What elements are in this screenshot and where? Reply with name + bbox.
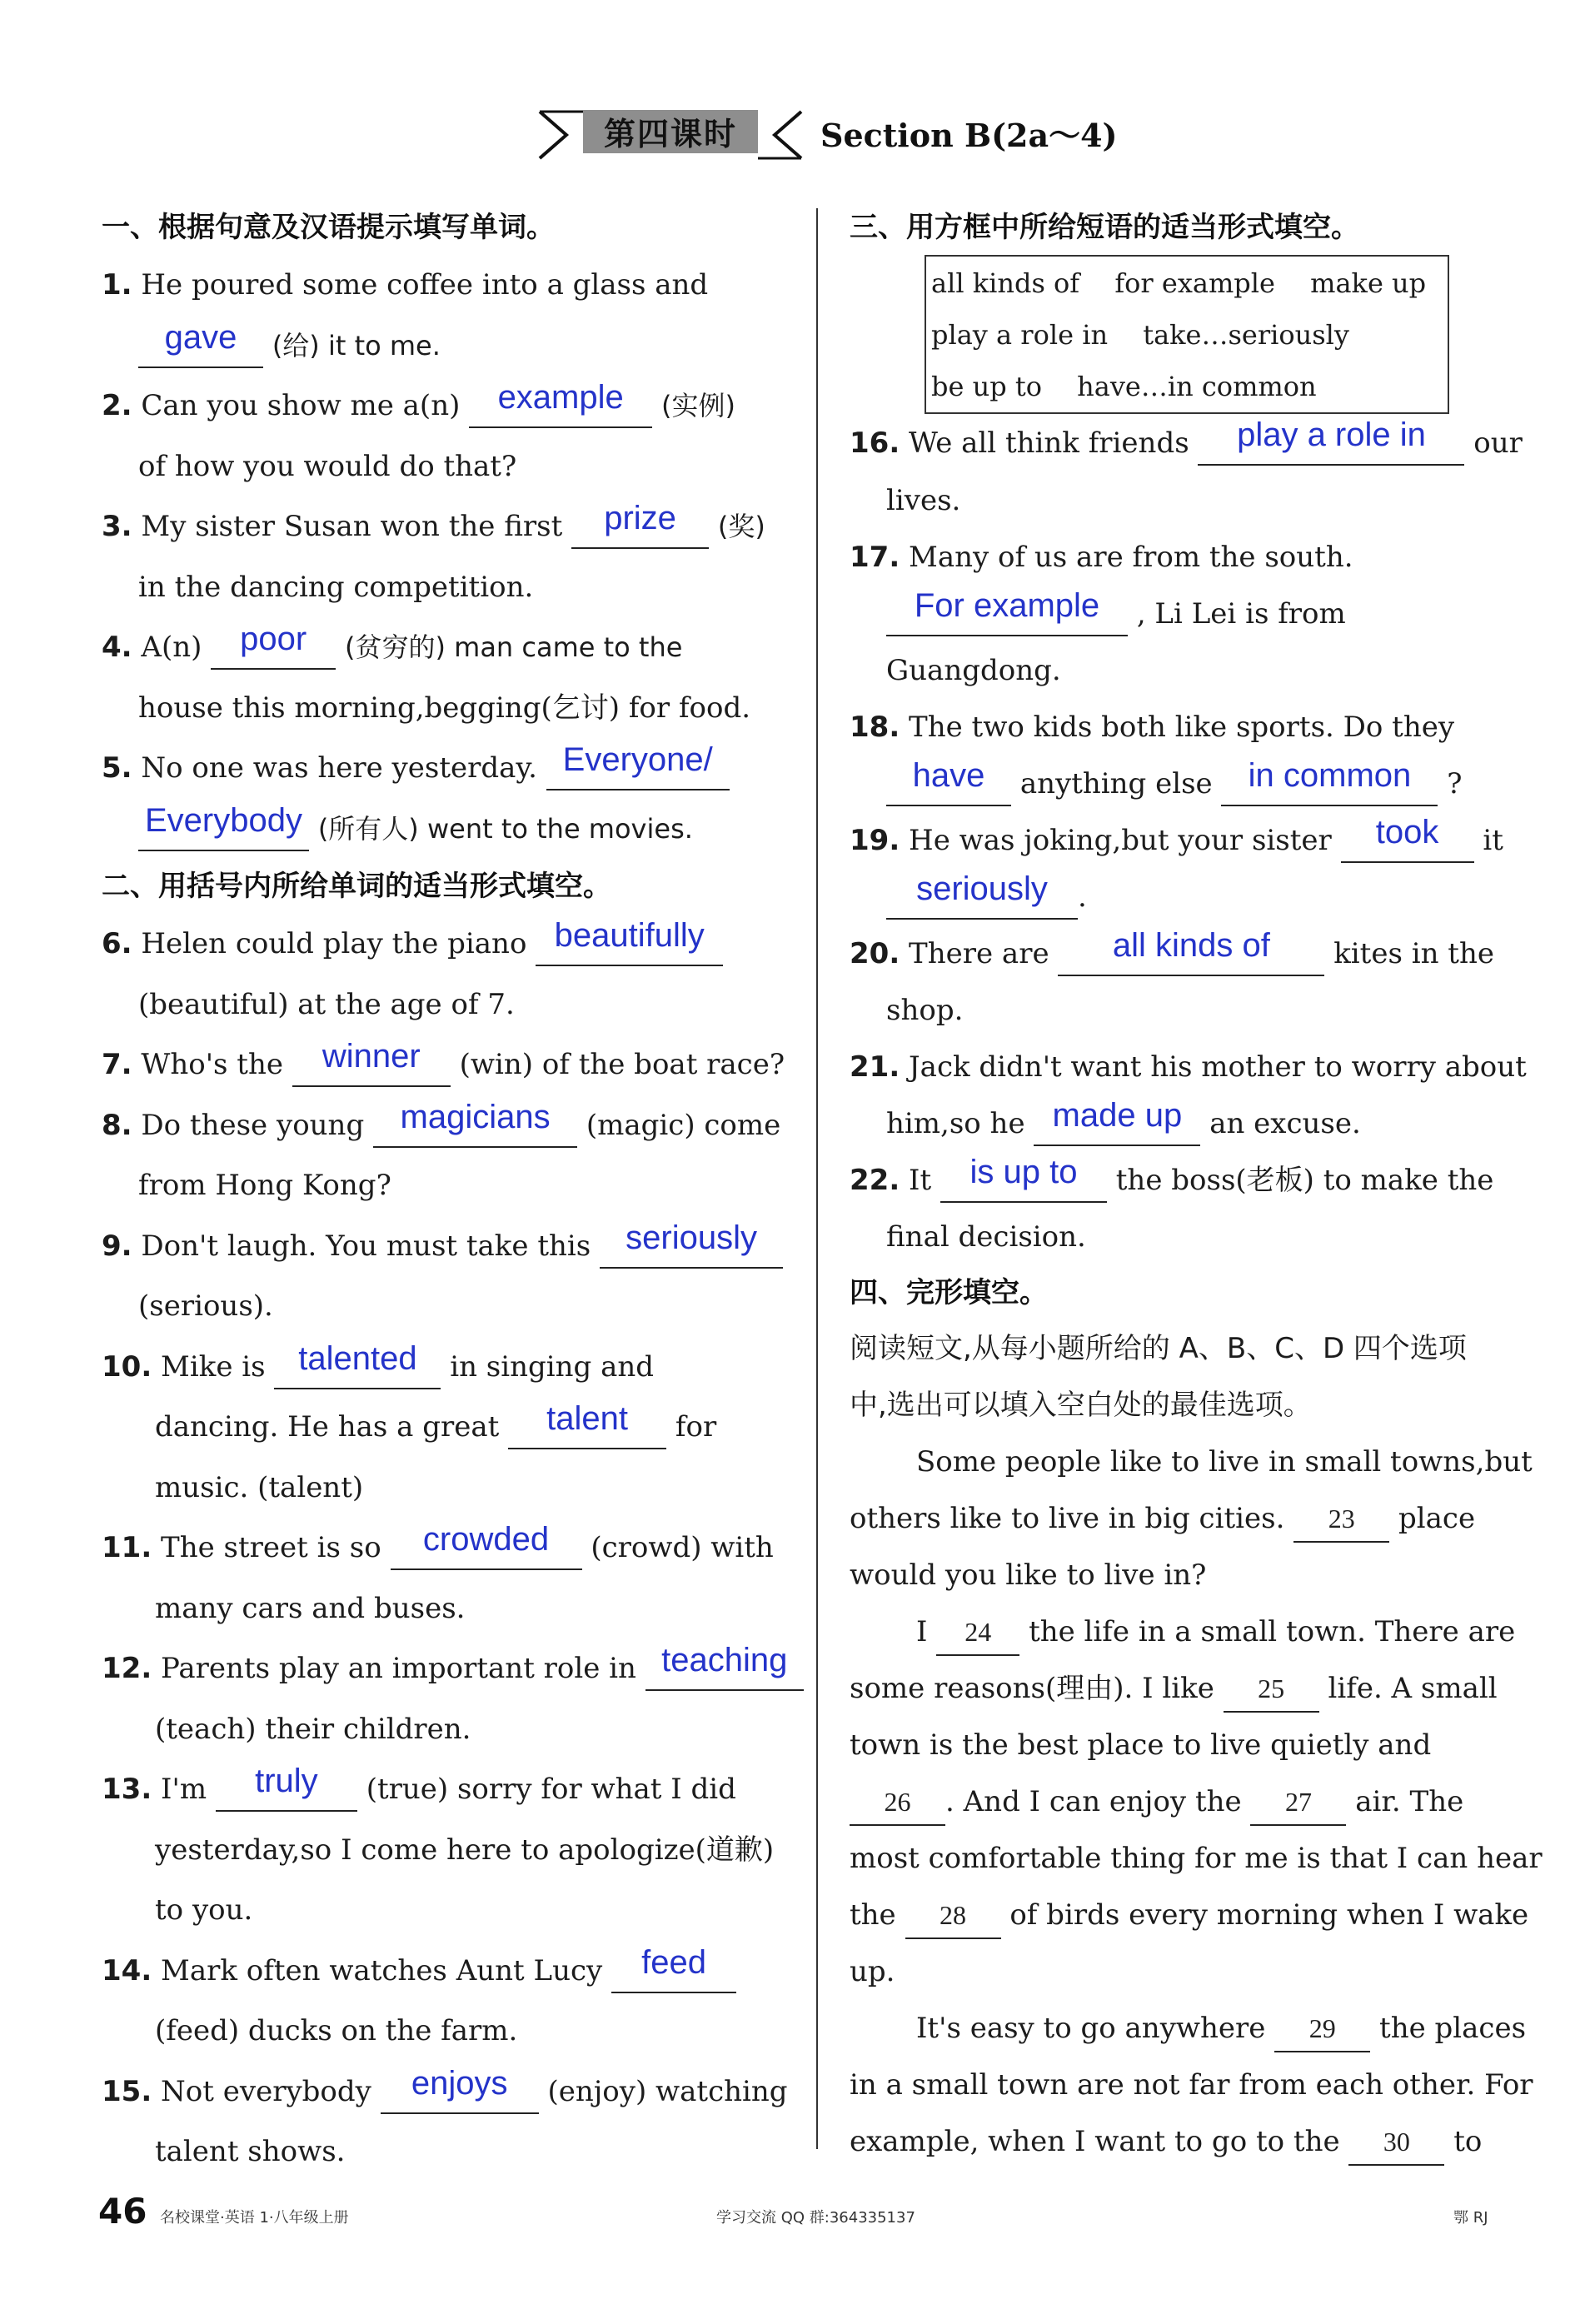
q17-blank[interactable]: For example: [886, 591, 1128, 636]
q16-blank[interactable]: play a role in: [1198, 421, 1464, 466]
q10-line2: dancing. He has a great talent for: [102, 1397, 785, 1458]
q10-blank-2[interactable]: talent: [508, 1404, 666, 1449]
q20-line1: 20. There are all kinds of kites in the: [850, 925, 1533, 982]
phrase-box-row: be up to have…in common: [931, 371, 1317, 402]
q7-line1: 7. Who's the winner (win) of the boat race?: [102, 1035, 785, 1095]
page-header: [0, 100, 1595, 167]
q21-line2: him,so he made up an excuse.: [850, 1095, 1533, 1152]
book-info: 名校课堂·英语 1·八年级上册: [160, 2209, 349, 2227]
cloze-para3-line2: in a small town are not far from each other. For: [850, 2068, 1533, 2102]
q10-line3: music. (talent): [155, 1470, 364, 1504]
left-column: [102, 200, 788, 2182]
q9-line1: 9. Don't laugh. You must take this seriously: [102, 1216, 785, 1277]
q13-line1: 13. I'm truly (true) sorry for what I did: [102, 1759, 785, 1820]
q19-blank-2[interactable]: seriously: [886, 875, 1078, 920]
q2-blank[interactable]: example: [469, 383, 652, 428]
q7-blank[interactable]: winner: [292, 1042, 451, 1087]
q20-blank[interactable]: all kinds of: [1058, 931, 1324, 976]
q22-line2: final decision.: [886, 1220, 1086, 1254]
lesson-title: 第四课时: [603, 115, 737, 152]
q18-blank-1[interactable]: have: [886, 761, 1011, 806]
q16-line2: lives.: [886, 484, 961, 517]
cloze-para2-line1: I 24 the life in a small town. There are: [850, 1603, 1533, 1660]
q22-blank[interactable]: is up to: [940, 1158, 1107, 1203]
q4-line2: house this morning,begging(乞讨) for food.: [138, 691, 751, 725]
edition-label: 鄂 RJ: [1453, 2209, 1488, 2227]
q5-blank-2[interactable]: Everybody: [138, 806, 309, 851]
cloze-para2-line3: town is the best place to live quietly and: [850, 1728, 1432, 1762]
q19-line2: seriously .: [850, 869, 1533, 925]
part1-heading: 一、根据句意及汉语提示填写单词。: [102, 211, 555, 244]
part4-heading: 四、完形填空。: [850, 1276, 1048, 1309]
page-number: 46: [98, 2191, 147, 2232]
cloze-instructions: 中,选出可以填入空白处的最佳选项。: [850, 1389, 1312, 1422]
cloze-blank-28[interactable]: 28: [905, 1894, 1001, 1939]
q15-blank[interactable]: enjoys: [381, 2069, 539, 2114]
cloze-para3-line3: example, when I want to go to the 30 to: [850, 2113, 1533, 2170]
q6-line2: (beautiful) at the age of 7.: [138, 987, 515, 1021]
q5-line1: 5. No one was here yesterday. Everyone/: [102, 738, 785, 799]
q19-blank-1[interactable]: took: [1341, 818, 1474, 863]
q21-blank[interactable]: made up: [1034, 1101, 1200, 1146]
q2-line1: 2. Can you show me a(n) example (实例): [102, 376, 785, 436]
page-footer: [0, 2191, 1595, 2241]
q22-line1: 22. It is up to the boss(老板) to make the: [850, 1152, 1533, 1209]
q4-blank[interactable]: poor: [211, 625, 336, 670]
cloze-blank-25[interactable]: 25: [1224, 1668, 1319, 1713]
q14-blank[interactable]: feed: [611, 1948, 736, 1993]
q20-line2: shop.: [886, 994, 964, 1027]
q11-line2: many cars and buses.: [155, 1591, 466, 1625]
cloze-blank-23[interactable]: 23: [1293, 1498, 1389, 1543]
cloze-para2-line7: up.: [850, 1955, 895, 1988]
cloze-para2-line6: the 28 of birds every morning when I wake: [850, 1887, 1533, 1943]
cloze-para1-line3: would you like to live in?: [850, 1558, 1207, 1592]
q9-line2: (serious).: [138, 1289, 273, 1323]
q11-blank[interactable]: crowded: [391, 1525, 582, 1570]
cloze-instructions: 阅读短文,从每小题所给的 A、B、C、D 四个选项: [850, 1332, 1467, 1365]
part3-heading: 三、用方框中所给短语的适当形式填空。: [850, 211, 1359, 244]
right-column: [850, 200, 1543, 2170]
q16-line1: 16. We all think friends play a role in our: [850, 414, 1533, 472]
q18-line1: 18. The two kids both like sports. Do they: [850, 711, 1455, 744]
cloze-blank-26[interactable]: 26: [850, 1781, 945, 1826]
q9-blank[interactable]: seriously: [600, 1224, 783, 1269]
cloze-para2-line5: most comfortable thing for me is that I can hear: [850, 1842, 1543, 1875]
q8-blank[interactable]: magicians: [373, 1103, 577, 1148]
q15-line1: 15. Not everybody enjoys (enjoy) watching: [102, 2062, 785, 2122]
q19-line1: 19. He was joking,but your sister took it: [850, 812, 1533, 869]
cloze-blank-30[interactable]: 30: [1348, 2121, 1444, 2166]
q1-line1: 1. He poured some coffee into a glass and: [102, 268, 709, 302]
phrase-box-row: all kinds of for example make up: [931, 267, 1427, 299]
q18-line2: have anything else in common ?: [850, 756, 1533, 812]
phrase-box: [925, 255, 1449, 414]
q10-line1: 10. Mike is talented in singing and: [102, 1337, 785, 1398]
q3-line2: in the dancing competition.: [138, 570, 534, 604]
q18-blank-2[interactable]: in common: [1221, 761, 1438, 806]
q14-line1: 14. Mark often watches Aunt Lucy feed: [102, 1941, 785, 2002]
cloze-blank-29[interactable]: 29: [1274, 2007, 1370, 2052]
section-title: Section B(2a～4): [820, 117, 1118, 154]
cloze-blank-24[interactable]: 24: [936, 1611, 1019, 1656]
cloze-para3-line1: It's easy to go anywhere 29 the places: [850, 2000, 1533, 2057]
cloze-blank-27[interactable]: 27: [1250, 1781, 1346, 1826]
q11-line1: 11. The street is so crowded (crowd) with: [102, 1518, 785, 1578]
q13-blank[interactable]: truly: [216, 1767, 357, 1812]
q12-line2: (teach) their children.: [155, 1712, 471, 1746]
qq-group-info: 学习交流 QQ 群:364335137: [716, 2209, 915, 2227]
q5-line2: Everybody (所有人) went to the movies.: [102, 799, 785, 860]
cloze-para2-line4: 26 . And I can enjoy the 27 air. The: [850, 1773, 1533, 1830]
q13-line2: yesterday,so I come here to apologize(道歉): [155, 1833, 775, 1867]
lesson-badge: [533, 107, 808, 155]
q2-line2: of how you would do that?: [138, 449, 517, 483]
q8-line1: 8. Do these young magicians (magic) come: [102, 1095, 785, 1156]
part2-heading: 二、用括号内所给单词的适当形式填空。: [102, 870, 611, 903]
q21-line1: 21. Jack didn't want his mother to worry about: [850, 1050, 1527, 1084]
cloze-para1-line2: others like to live in big cities. 23 place: [850, 1490, 1533, 1547]
q13-line3: to you.: [155, 1893, 253, 1927]
q10-blank-1[interactable]: talented: [274, 1344, 441, 1389]
q6-blank[interactable]: beautifully: [536, 921, 723, 966]
q15-line2: talent shows.: [155, 2135, 346, 2168]
q1-blank[interactable]: gave: [138, 323, 263, 368]
q6-line1: 6. Helen could play the piano beautifully: [102, 914, 785, 975]
q17-line1: 17. Many of us are from the south.: [850, 541, 1353, 574]
cloze-para1-line1: Some people like to live in small towns,but: [916, 1445, 1533, 1479]
q3-blank[interactable]: prize: [571, 504, 709, 549]
cloze-para2-line2: some reasons(理由). I like 25 life. A small: [850, 1660, 1533, 1717]
q17-line3: Guangdong.: [886, 654, 1061, 687]
q12-line1: 12. Parents play an important role in teaching: [102, 1638, 785, 1699]
q3-line1: 3. My sister Susan won the first prize (奖): [102, 496, 785, 557]
q17-line2: For example , Li Lei is from: [850, 586, 1533, 642]
q8-line2: from Hong Kong?: [138, 1169, 391, 1202]
q14-line2: (feed) ducks on the farm.: [155, 2014, 518, 2047]
phrase-box-row: play a role in take…seriously: [931, 319, 1349, 351]
q12-blank[interactable]: teaching: [645, 1646, 804, 1691]
q4-line1: 4. A(n) poor (贫穷的) man came to the: [102, 617, 785, 678]
q5-blank-1[interactable]: Everyone/: [546, 746, 730, 790]
q1-line2: gave (给) it to me.: [102, 316, 785, 377]
column-divider: [816, 208, 818, 2149]
